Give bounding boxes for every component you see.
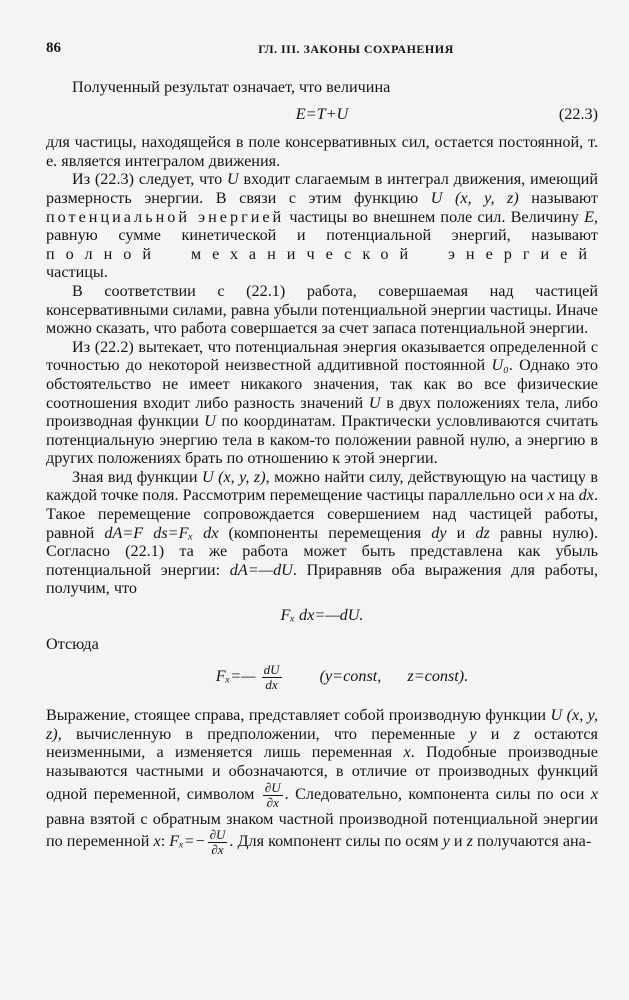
partial-symbol: $\frac{\partial U}{\partial x}$: [264, 779, 281, 810]
page-number: 86: [46, 40, 61, 56]
page-body: [46, 78, 598, 857]
term-potential-energy: потенциальной энергией: [46, 207, 285, 226]
equation-work: [46, 606, 598, 625]
equation-22-3: [46, 105, 598, 124]
paragraph-6: Выражение, стоящее справа, представляет собой производную функции U (x, y, z), вычисленную в предположении, что переменные y и z остаются неизменными, а изменяется лишь переменная x. Подобные производные называются частными и обозначаются, в отличие от производных функций одной переменной, символом $\frac{\partial U}{\partial x}$ . Следовательно, компонента силы по оси x равна взятой с обратным знаком частной производной потенциальной энергии по переменной x: Fₓ=− $\frac{\partial U}{\partial x}$ . Для компонент силы по осям y и z получаются ана-: [46, 706, 599, 858]
term-total-mechanical-energy: полной механической энергией: [46, 244, 598, 263]
intro-line: Полученный результат означает, что величина: [72, 78, 391, 96]
paragraph-5: Зная вид функции U (x, y, z), можно найти силу, действующую на частицу в каждой точке поля. Рассмотрим перемещение частицы параллельно оси x на dx. Такое перемещение сопровождается совершением над частицей работы, равной dA=F ds=Fₓ dx (компоненты перемещения dy и dz равны нулю). Согласно (22.1) та же работа может быть представлена как убыль потенциальной энергии: dA=—dU. Приравняв оба выражения для работы, получим, что: [46, 467, 599, 598]
derivative-fraction: $\frac{dU}{dx}$: [263, 662, 280, 693]
equation-force: [86, 663, 598, 692]
paragraph-3: В соответствии с (22.1) работа, совершаемая над частицей консервативными силами, равна убыли потенциальной энергии частицы. Иначе можно сказать, что работа совершается за счет запаса потенциальной энергии.: [46, 281, 598, 338]
equation-22-3-formula: E=T+U: [295, 104, 349, 123]
paragraph-2: Из (22.3) следует, что U входит слагаемым в интеграл движения, имеющий размерность энергии. В связи с этим функцию U (x, y, z) называют потенциальной энергией частицы во внешнем поле сил. Величину E, равную сумме кинетической и потенциальной энергий, называют полной механической энергией частицы.: [46, 170, 598, 282]
equation-work-formula: Fₓ dx=—dU.: [280, 606, 364, 625]
condition-z: z=const).: [407, 667, 469, 686]
equation-22-3-number: (22.3): [558, 104, 598, 123]
partial-fraction: $\frac{\partial U}{\partial x}$: [209, 827, 226, 858]
paragraph-4: Из (22.2) вытекает, что потенциальная энергия оказывается определенной с точностью до некоторой неизвестной аддитивной постоянной U₀. Однако это обстоятельство не имеет никакого значения, так как во все физические соотношения входит либо разность значений U в двух положениях тела, либо производная функции U по координатам. Практически условливаются считать потенциальную энергию тела в каком-то положении равной нулю, а энергию в других положениях брать по отношению к этой энергии.: [46, 337, 598, 468]
condition-y: (y=const,: [319, 667, 382, 686]
running-header: [46, 40, 596, 62]
paragraph-1: для частицы, находящейся в поле консервативных сил, остается постоянной, т. е. является интегралом движения.: [46, 133, 598, 170]
equation-force-lhs: Fₓ=—: [215, 667, 256, 686]
chapter-title: ГЛ. III. ЗАКОНЫ СОХРАНЕНИЯ: [258, 42, 454, 56]
word-otsyuda: Отсюда: [46, 634, 99, 653]
